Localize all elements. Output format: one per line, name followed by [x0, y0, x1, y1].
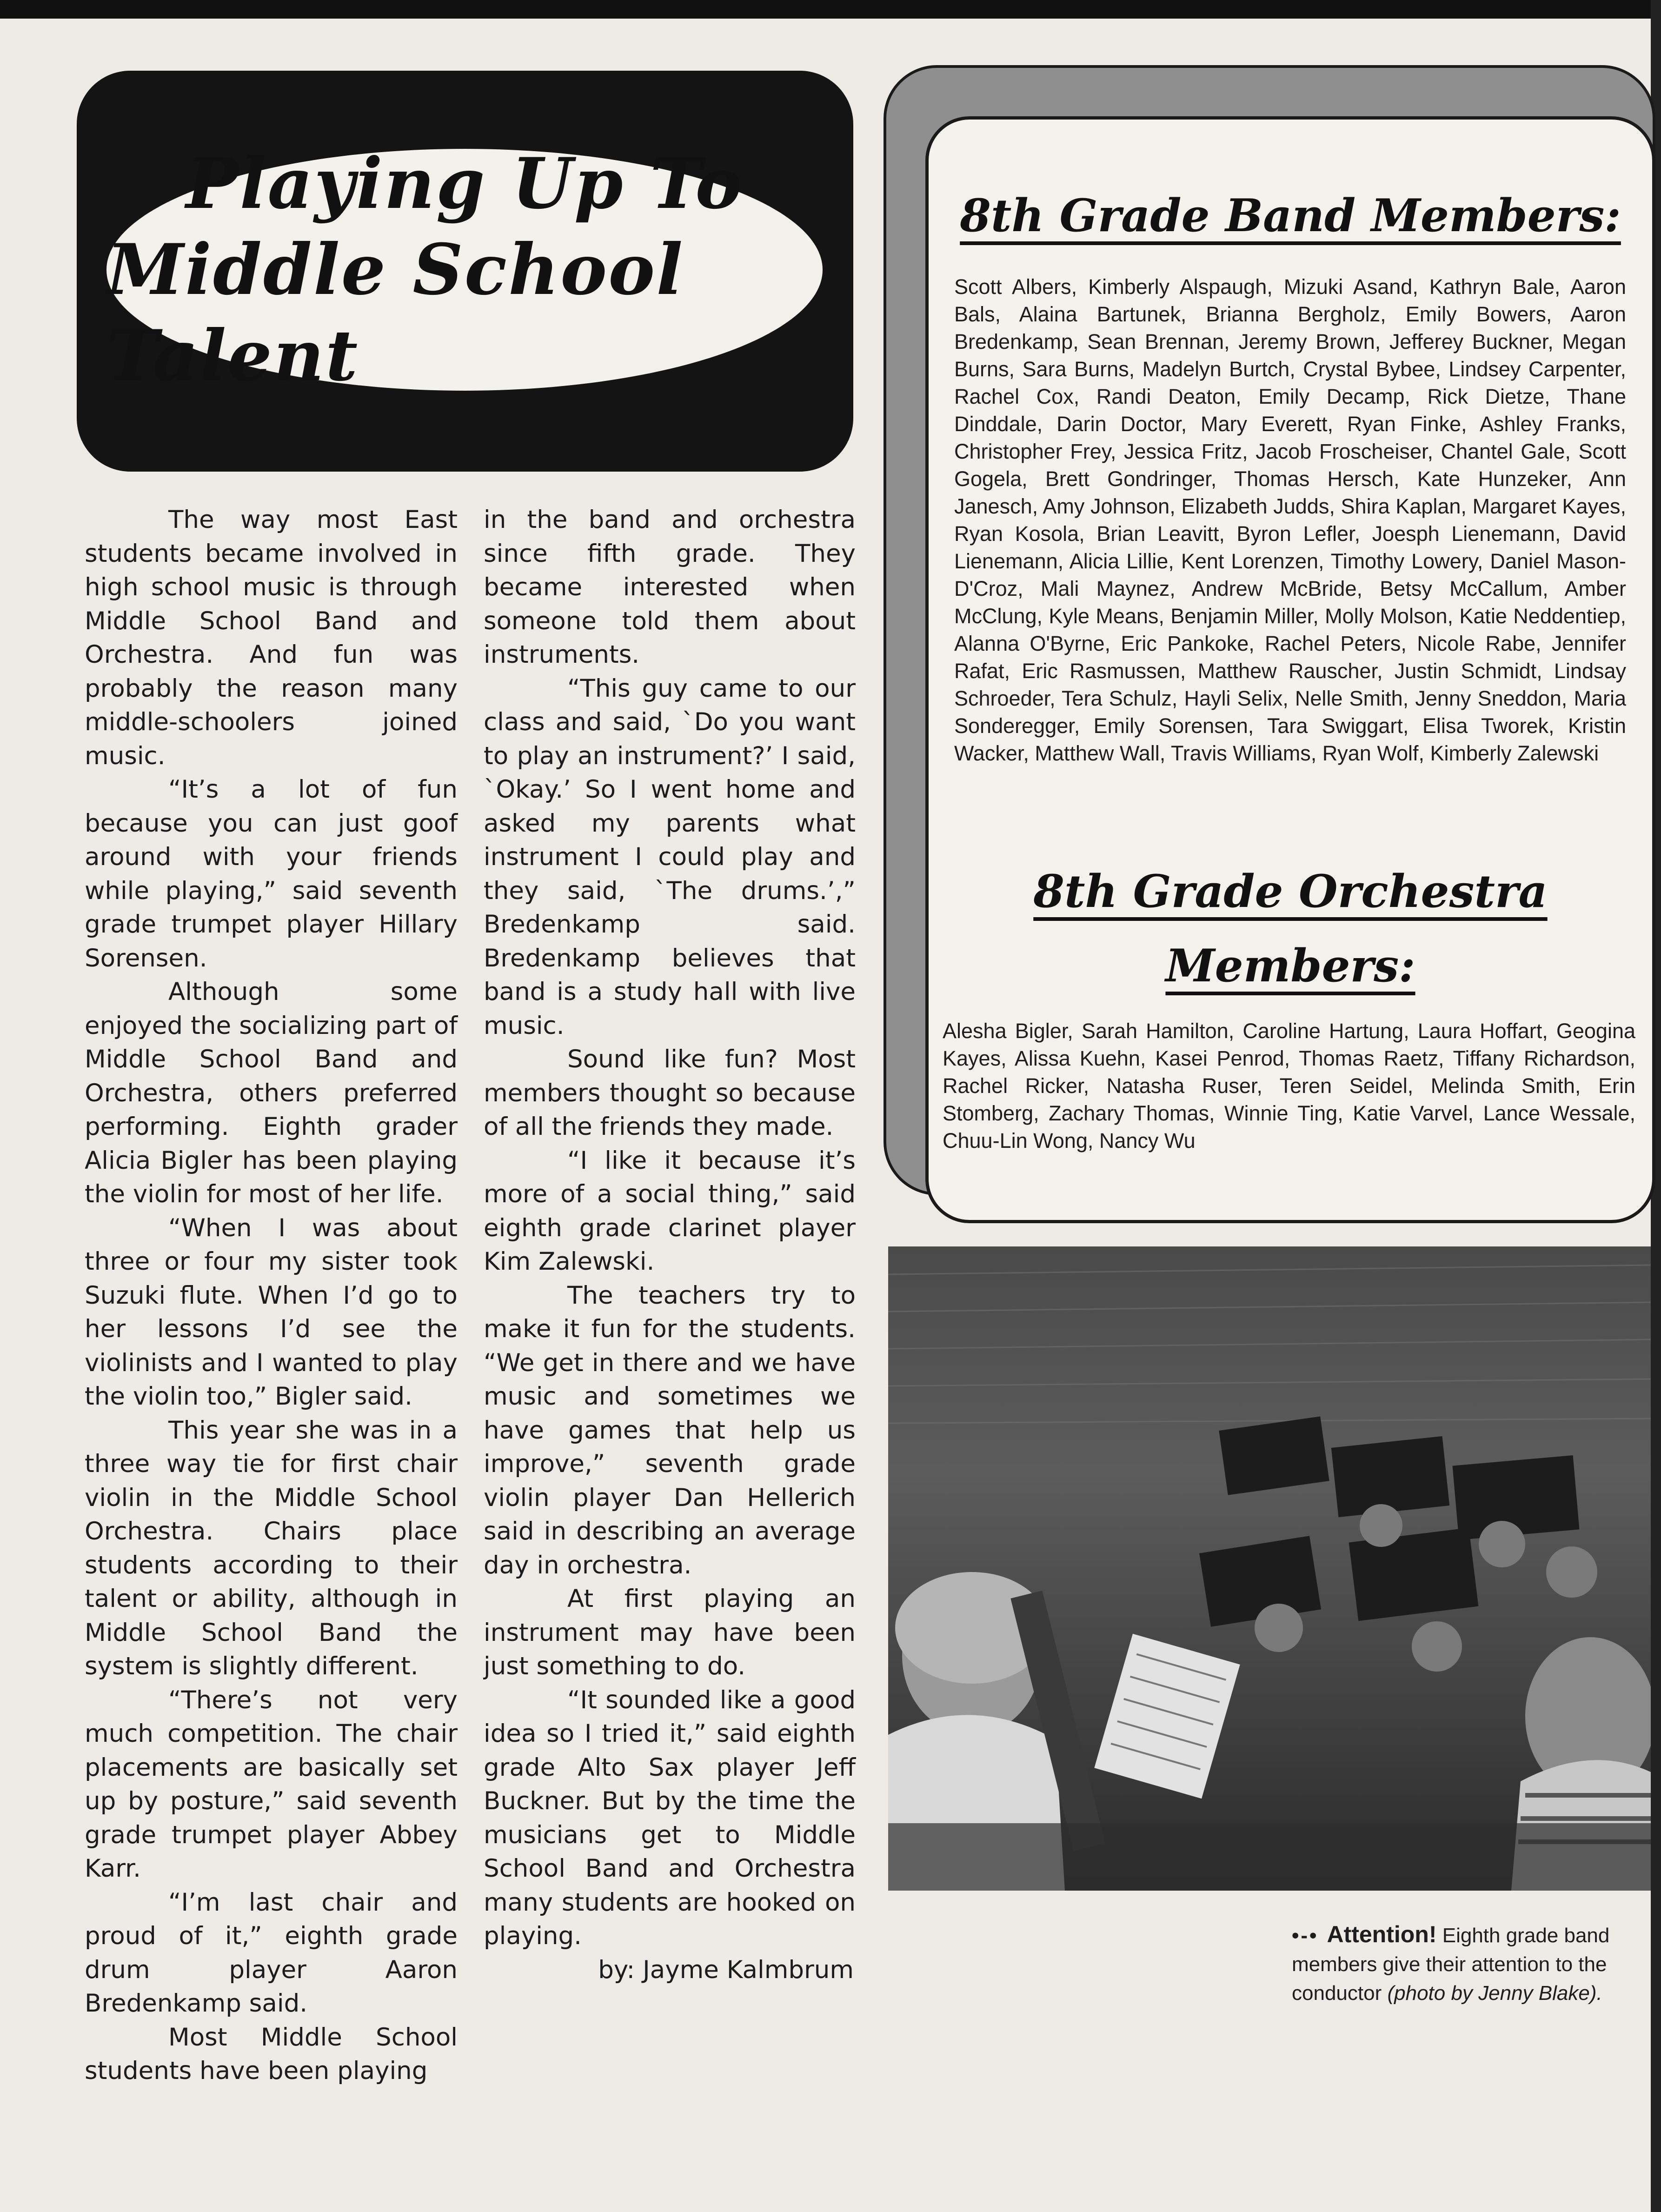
paragraph: At first playing an instrument may have been just something to do.	[484, 1585, 856, 1680]
title-oval	[106, 142, 823, 397]
paragraph: The teachers try to make it fun for the students. “We get in there and we have music and sometimes we have games that help us improve,” seventh grade violin player Dan Hellerich said in describing an average day in orchestra.	[484, 1281, 856, 1579]
photo-credit: (photo by Jenny Blake).	[1387, 1982, 1602, 2005]
band-heading: 8th Grade Band Members:	[960, 189, 1621, 242]
paragraph: This year she was in a three way tie for first chair violin in the Middle School Orchestra. Chairs place students according to their talent or ability, although in Middle School Band the system is slightly different.	[85, 1416, 458, 1680]
band-photo	[888, 1246, 1651, 1891]
paragraph: Most Middle School students have been playing	[85, 2023, 458, 2085]
paragraph-continued: in the band and orchestra since fifth grade. They became interested when someone told them about instruments.	[484, 506, 856, 669]
orchestra-heading-line-1: 8th Grade Orchestra	[1033, 865, 1548, 918]
top-edge	[0, 0, 1661, 19]
title-line-2: Middle School Talent	[106, 228, 684, 397]
orchestra-heading	[929, 854, 1652, 1003]
article-column-2	[484, 503, 856, 1987]
members-box	[925, 116, 1655, 1223]
band-members-list: Scott Albers, Kimberly Alspaugh, Mizuki Asand, Kathryn Bale, Aaron Bals, Alaina Bartunek, Brianna Bergholz, Emily Bowers, Aaron Bredenkamp, Sean Brennan, Jeremy Brown, Jefferey Buckner, Megan Burns, Sara Burns, Madelyn Burtch, Crystal Bybee, Lindsey Carpenter, Rachel Cox, Randi Deaton, Emily Decamp, Rick Dietze, Thane Dinddale, Darin Doctor, Mary Everett, Ryan Finke, Ashley Franks, Christopher Frey, Jessica Fritz, Jacob Froscheiser, Chantel Gale, Scott Gogela, Brett Gondringer, Thomas Hersch, Kate Hunzeker, Ann Janesch, Amy Johnson, Elizabeth Judds, Shira Kaplan, Margaret Kayes, Ryan Kosola, Brian Leavitt, Byron Lefler, Joesph Lienemann, David Lienemann, Alicia Lillie, Kent Lorenzen, Timothy Lowery, Daniel Mason-D'Croz, Mali Maynez, Andrew McBride, Betsy McCallum, Amber McClung, Kyle Means, Benjamin Miller, Molly Molson, Katie Neddentiep, Alanna O'Byrne, Eric Pankoke, Rachel Peters, Nicole Rabe, Jennifer Rafat, Eric Rasmussen, Matthew Rauscher, Justin Schmidt, Lindsay Schroeder, Tera Schulz, Hayli Selix, Nelle Smith, Jenny Sneddon, Maria Sonderegger, Emily Sorensen, Tara Swiggart, Elisa Tworek, Kristin Wacker, Matthew Wall, Travis Williams, Ryan Wolf, Kimberly Zalewski	[954, 275, 1626, 765]
paragraph: Although some enjoyed the socializing part of Middle School Band and Orchestra, others preferred performing. Eighth grader Alicia Bigler has been playing the violin for most of her life.	[85, 978, 458, 1208]
paragraph: “It sounded like a good idea so I tried it,” said eighth grade Alto Sax player Jeff Buckner. But by the time the musicians get to Middle School Band and Orchestra many students are hooked on playing.	[484, 1686, 856, 1950]
article-column-1	[85, 503, 458, 2088]
caption-text: Eighth grade band members give their attention to the conductor	[1292, 1924, 1610, 2005]
paragraph: The way most East students became involved in high school music is through Middle School Band and Orchestra. And fun was probably the reason many middle-schoolers joined music.	[85, 506, 458, 770]
caption-lead: Attention!	[1327, 1921, 1437, 1947]
paragraph: “There’s not very much competition. The chair placements are basically set up by posture,” said seventh grade trumpet player Abbey Karr.	[85, 1686, 458, 1883]
paragraph: Sound like fun? Most members thought so because of all the friends they made.	[484, 1045, 856, 1141]
bullet-icon: •‑•	[1292, 1924, 1319, 1947]
band-photo-image	[888, 1246, 1651, 1891]
page-title	[106, 142, 823, 397]
photo-caption	[1292, 1920, 1659, 2008]
title-line-1: Playing Up To	[186, 142, 744, 225]
orchestra-members-list: Alesha Bigler, Sarah Hamilton, Caroline Hartung, Laura Hoffart, Geogina Kayes, Alissa Kuehn, Kasei Penrod, Thomas Raetz, Tiffany Richardson, Rachel Ricker, Natasha Ruser, Teren Seidel, Melinda Smith, Erin Stomberg, Zachary Thomas, Winnie Ting, Katie Varvel, Lance Wessale, Chuu-Lin Wong, Nancy Wu	[943, 1019, 1635, 1153]
paragraph: “I’m last chair and proud of it,” eighth grade drum player Aaron Bredenkamp said.	[85, 1888, 458, 2018]
orchestra-heading-line-2: Members:	[1165, 939, 1415, 992]
paragraph: “It’s a lot of fun because you can just goof around with your friends while playing,” said seventh grade trumpet player Hillary Sorensen.	[85, 775, 458, 973]
title-banner	[77, 71, 853, 472]
paragraph: “This guy came to our class and said, `Do you want to play an instrument?’ I said, `Okay.’ So I went home and asked my parents what instrument I could play and they said, `The drums.’,” Bredenkamp said. Bredenkamp believes that band is a study hall with live music.	[484, 674, 856, 1040]
paragraph: “I like it because it’s more of a social thing,” said eighth grade clarinet player Kim Zalewski.	[484, 1146, 856, 1276]
byline: by: Jayme Kalmbrum	[598, 1955, 854, 1984]
paragraph: “When I was about three or four my sister took Suzuki flute. When I’d go to her lessons I’d see the violinists and I wanted to play the violin too,” Bigler said.	[85, 1213, 458, 1411]
